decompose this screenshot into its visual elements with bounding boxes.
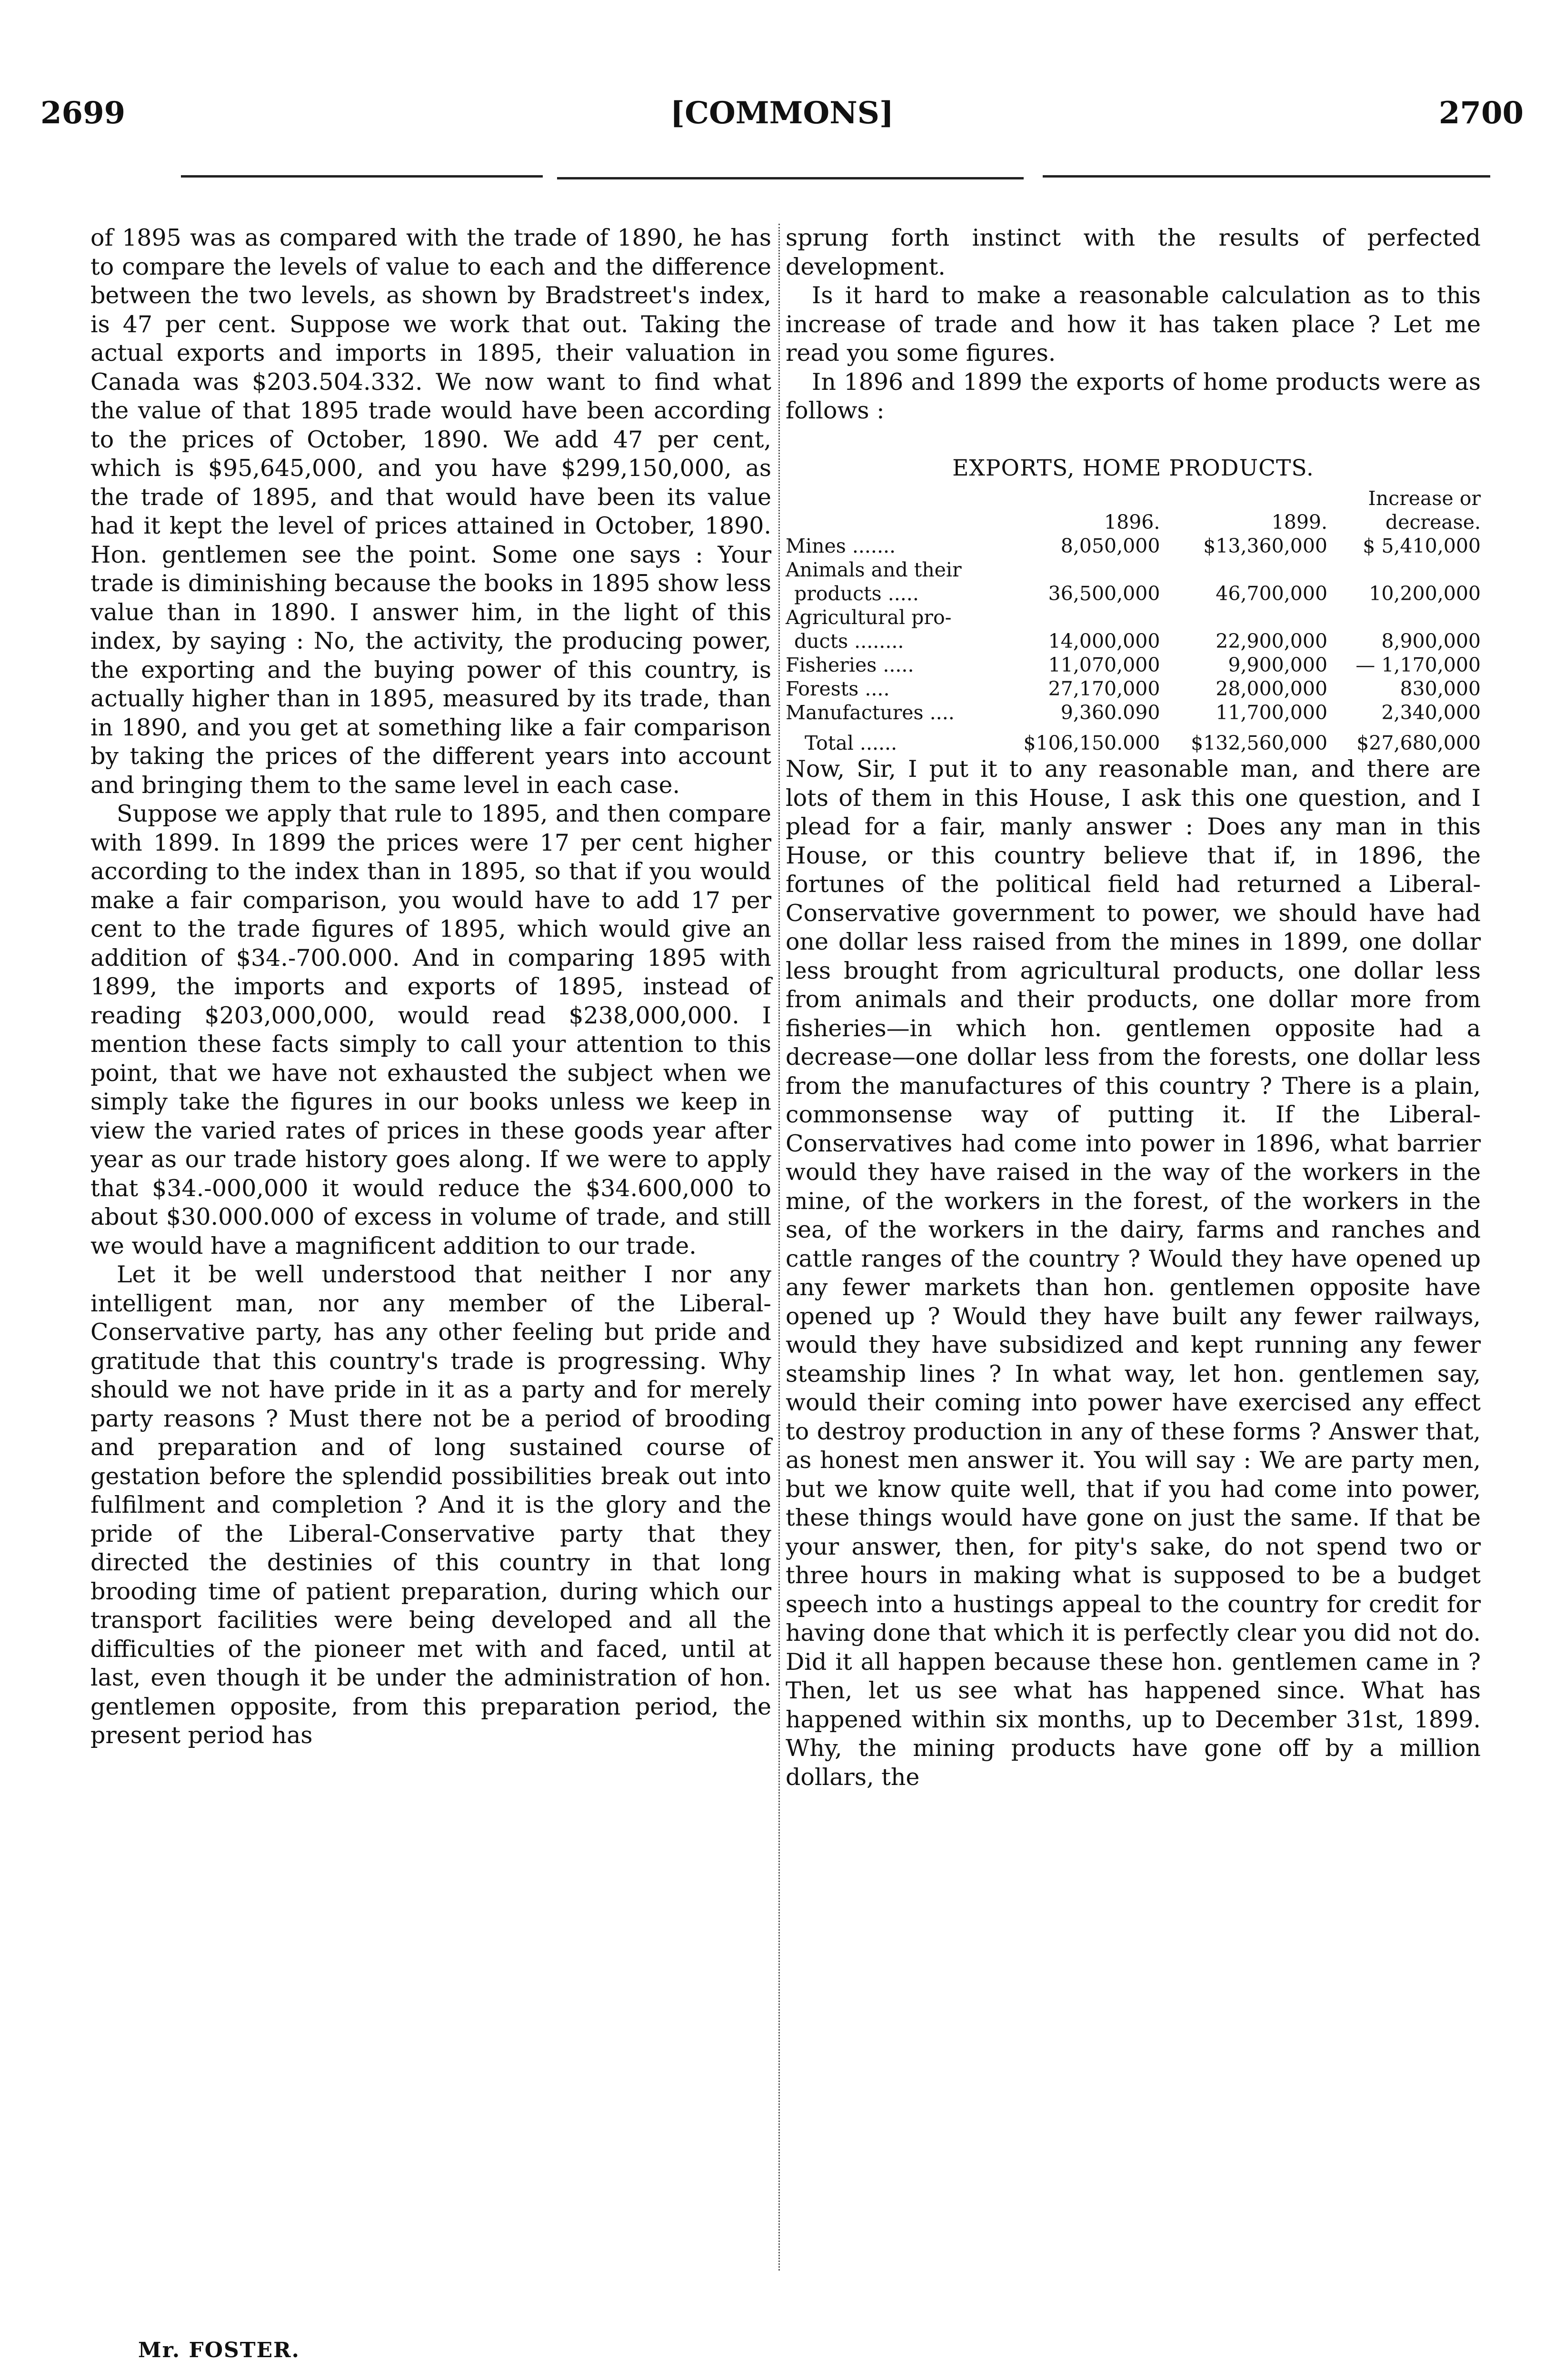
left-page-number: 2699 (40, 95, 126, 131)
value-1896: 36,500,000 (1048, 582, 1160, 605)
row-label: Forests .... (786, 677, 890, 700)
table-row (786, 534, 1481, 558)
header-rule-mid (557, 177, 1024, 179)
right-column (786, 224, 1481, 1792)
header-rule-left (181, 175, 543, 178)
row-label: Manufactures .... (786, 701, 955, 724)
left-column (90, 224, 771, 1750)
value-1899: 28,000,000 (1216, 677, 1328, 700)
table-row (786, 677, 1481, 701)
column-divider (778, 224, 780, 2271)
table-row (786, 582, 1481, 605)
header-title: [COMMONS] (670, 95, 894, 131)
value-1899: 9,900,000 (1228, 654, 1328, 676)
table-row (786, 629, 1481, 653)
right-page-number: 2700 (1438, 95, 1524, 131)
table-header-row (786, 510, 1481, 534)
right-paragraph-3: In 1896 and 1899 the exports of home products were as follows : (786, 368, 1481, 424)
row-label: Fisheries ..... (786, 654, 914, 676)
exports-table-title: EXPORTS, HOME PRODUCTS. (952, 455, 1314, 481)
value-1896: 14,000,000 (1048, 630, 1160, 653)
table-row-label (786, 605, 1481, 629)
value-1896: 11,070,000 (1048, 654, 1160, 676)
value-1899: 22,900,000 (1216, 630, 1328, 653)
value-change: — 1,170,000 (1356, 654, 1481, 676)
value-1899: 46,700,000 (1216, 582, 1328, 605)
table-header-1899: 1899. (1271, 511, 1328, 534)
table-header-row-top (786, 486, 1481, 510)
total-label: Total ...... (805, 732, 897, 754)
right-paragraph-1: sprung forth instinct with the results of perfected development. (786, 224, 1481, 280)
total-1899: $132,560,000 (1191, 732, 1328, 754)
left-paragraph-1: of 1895 was as compared with the trade of 1890, he has to compare the levels of value to each and the difference between the two levels, as shown by Bradstreet's index, is 47 per cent. Suppose we work that out. Taking the actual exports and imports in 1895, their valuation in Canada was $203.504.332. We now want to find what the value of that 1895 trade would have been according to the prices of October, 1890. We add 47 per cent, which is $95,645,000, and you have $299,150,000, as the trade of 1895, and that would have been its value had it kept the level of prices attained in October, 1890. Hon. gentlemen see the point. Some one says : Your trade is diminishing because the books in 1895 show less value than in 1890. I answer him, in the light of this index, by saying : No, the activity, the producing power, the exporting and the buying power of this country, is actually higher than in 1895, measured by its trade, than in 1890, and you get at something like a fair comparison by taking the prices of the different years into account and bringing them to the same level in each case. (90, 224, 771, 799)
right-paragraph-2: Is it hard to make a reasonable calculation as to this increase of trade and how it has taken place ? Let me read you some figures. (786, 282, 1481, 367)
total-change: $27,680,000 (1356, 732, 1481, 754)
table-header-increase: Increase or (1368, 487, 1481, 510)
right-paragraph-4: Now, Sir, I put it to any reasonable man, and there are lots of them in this House, I ask this one question, and I plead for a fair, manly answer : Does any man in this House, or this country believe that if, in 1896, the fortunes of the political field had returned a Liberal-Conservative government to power, we should have had one dollar less raised from the mines in 1899, one dollar less brought from agricultural products, one dollar less from animals and their products, one dollar more from fisheries—in which hon. gentlemen opposite had a decrease—one dollar less from the forests, one dollar less from the manufactures of this country ? There is a plain, commonsense way of putting it. If the Liberal-Conservatives had come into power in 1896, what barrier would they have raised in the way of the workers in the mine, of the workers in the forest, of the workers in the sea, of the workers in the dairy, farms and ranches and cattle ranges of the country ? Would they have opened up any fewer markets than hon. gentlemen opposite have opened up ? Would they have built any fewer railways, would they have subsidized and kept running any fewer steamship lines ? In what way, let hon. gentlemen say, would their coming into power have exercised any effect to destroy production in any of these forms ? Answer that, as honest men answer it. You will say : We are party men, but we know quite well, that if you had come into power, these things would have gone on just the same. If that be your answer, then, for pity's sake, do not spend two or three hours in making what is supposed to be a budget speech into a hustings appeal to the country for credit for having done that which it is perfectly clear you did not do. Did it all happen because these hon. gentlemen came in ? Then, let us see what has happened since. What has happened within six months, up to December 31st, 1899. Why, the mining products have gone off by a million dollars, the (786, 755, 1481, 1791)
table-row (786, 653, 1481, 677)
value-change: $ 5,410,000 (1363, 535, 1481, 557)
page-header (40, 95, 1524, 138)
value-change: 8,900,000 (1381, 630, 1481, 653)
value-change: 830,000 (1400, 677, 1481, 700)
value-1896: 8,050,000 (1060, 535, 1160, 557)
speaker-footer: Mr. FOSTER. (138, 2338, 300, 2362)
value-change: 10,200,000 (1369, 582, 1481, 605)
table-total-row (786, 724, 1481, 755)
table-row-label (786, 558, 1481, 582)
row-label: ducts ........ (794, 630, 904, 653)
exports-table (786, 486, 1481, 755)
row-label: Mines ....... (786, 535, 896, 557)
table-header-1896: 1896. (1104, 511, 1160, 534)
row-label: Agricultural pro- (786, 606, 952, 629)
value-1896: 27,170,000 (1048, 677, 1160, 700)
value-1899: $13,360,000 (1203, 535, 1328, 557)
total-1896: $106,150.000 (1023, 732, 1160, 754)
value-1899: 11,700,000 (1216, 701, 1328, 724)
row-label: products ..... (794, 582, 919, 605)
table-row (786, 701, 1481, 724)
header-rule-right (1043, 175, 1490, 178)
value-change: 2,340,000 (1381, 701, 1481, 724)
table-header-change: decrease. (1385, 511, 1481, 534)
left-paragraph-2: Suppose we apply that rule to 1895, and then compare with 1899. In 1899 the prices were 17 per cent higher according to the index than in 1895, so that if you would make a fair comparison, you would have to add 17 per cent to the trade figures of 1895, which would give an addition of $34.-700.000. And in comparing 1895 with 1899, the imports and exports of 1895, instead of reading $203,000,000, would read $238,000,000. I mention these facts simply to call your attention to this point, that we have not exhausted the subject when we simply take the figures in our books unless we keep in view the varied rates of prices in these goods year after year as our trade history goes along. If we were to apply that $34.-000,000 it would reduce the $34.600,000 to about $30.000.000 of excess in volume of trade, and still we would have a magnificent addition to our trade. (90, 800, 771, 1259)
row-label: Animals and their (786, 558, 962, 581)
left-paragraph-3: Let it be well understood that neither I nor any intelligent man, nor any member of the Liberal-Conservative party, has any other feeling but pride and gratitude that this country's trade is progressing. Why should we not have pride in it as a party and for merely party reasons ? Must there not be a period of brooding and preparation and of long sustained course of gestation before the splendid possibilities break out into fulfilment and completion ? And it is the glory and the pride of the Liberal-Conservative party that they directed the destinies of this country in that long brooding time of patient preparation, during which our transport facilities were being developed and all the difficulties of the pioneer met with and faced, until at last, even though it be under the administration of hon. gentlemen opposite, from this preparation period, the present period has (90, 1261, 771, 1749)
value-1896: 9,360.090 (1060, 701, 1160, 724)
